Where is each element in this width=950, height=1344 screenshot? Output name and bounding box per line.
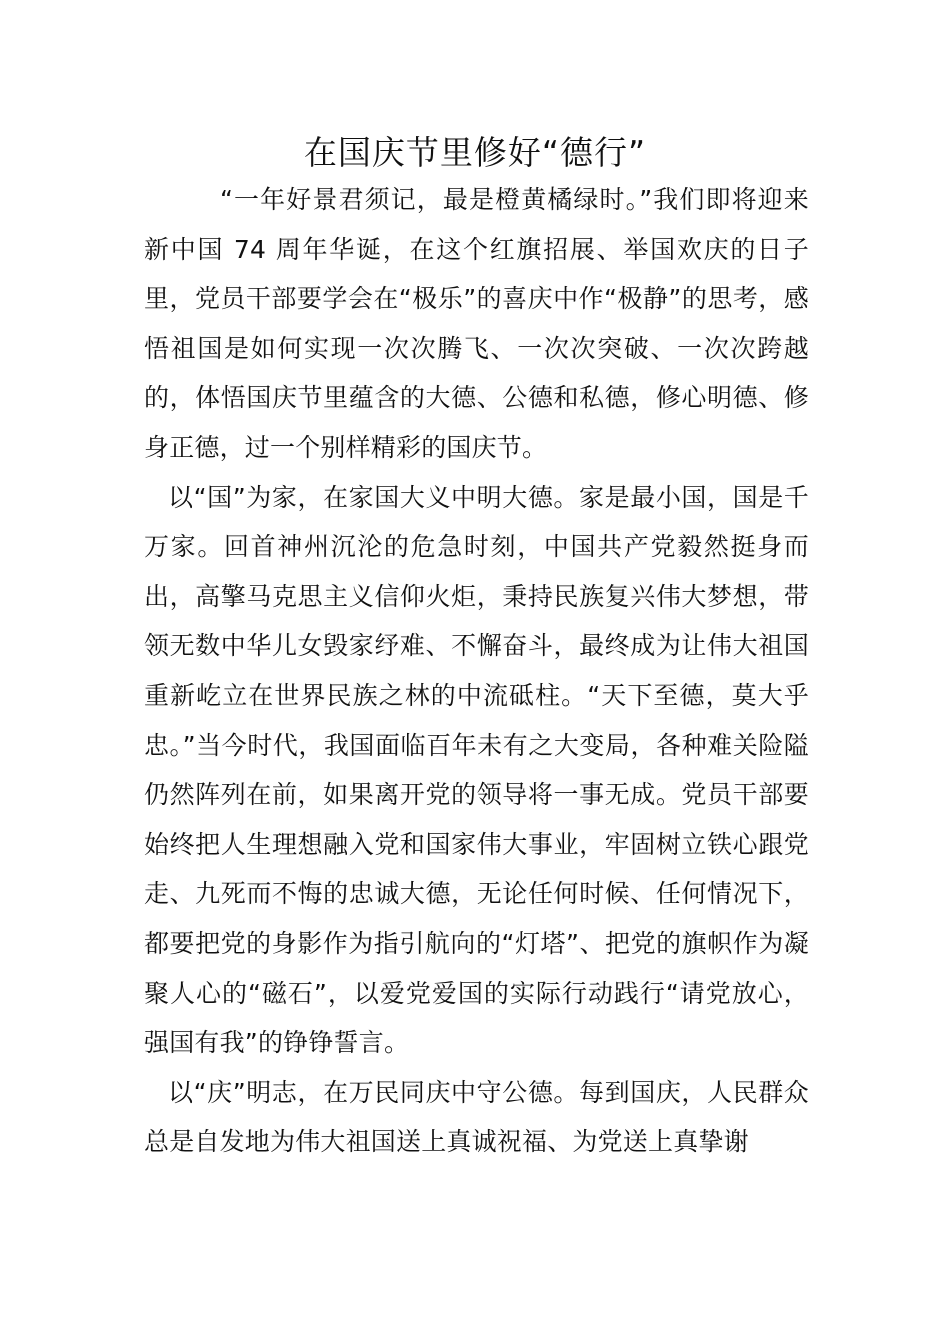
paragraph-guo: 以“国”为家，在家国大义中明大德。家是最小国，国是千万家。回首神州沉沦的危急时刻，中国共产党毅然挺身而出，高擎马克思主义信仰火炬，秉持民族复兴伟大梦想，带领无数中华儿女毁家纾难、不懈奋斗，最终成为让伟大祖国重新屹立在世界民族之林的中流砥柱。“天下至德，莫大乎忠。”当今时代，我国面临百年未有之大变局，各种难关险隘仍然阵列在前，如果离开党的领导将一事无成。党员干部要始终把人生理想融入党和国家伟大事业，牢固树立铁心跟党走、九死而不悔的忠诚大德，无论任何时候、任何情况下，都要把党的身影作为指引航向的“灯塔”、把党的旗帜作为凝聚人心的“磁石”，以爱党爱国的实际行动践行“请党放心，强国有我”的铮铮誓言。 <box>144 482 809 1058</box>
paragraph-intro: “一年好景君须记，最是橙黄橘绿时。”我们即将迎来新中国 74 周年华诞，在这个红旗招展、举国欢庆的日子里，党员干部要学会在“极乐”的喜庆中作“极静”的思考，感悟祖国是如何实现一次次腾飞、一次次突破、一次次跨越的，体悟国庆节里蕴含的大德、公德和私德，修心明德、修身正德，过一个别样精彩的国庆节。 <box>144 185 809 462</box>
document-title: 在国庆节里修好“德行” <box>303 133 647 172</box>
paragraph-qing: 以“庆”明志，在万民同庆中守公德。每到国庆，人民群众总是自发地为伟大祖国送上真诚祝福、为党送上真挚谢 <box>144 1077 809 1157</box>
document-body <box>144 175 809 1167</box>
